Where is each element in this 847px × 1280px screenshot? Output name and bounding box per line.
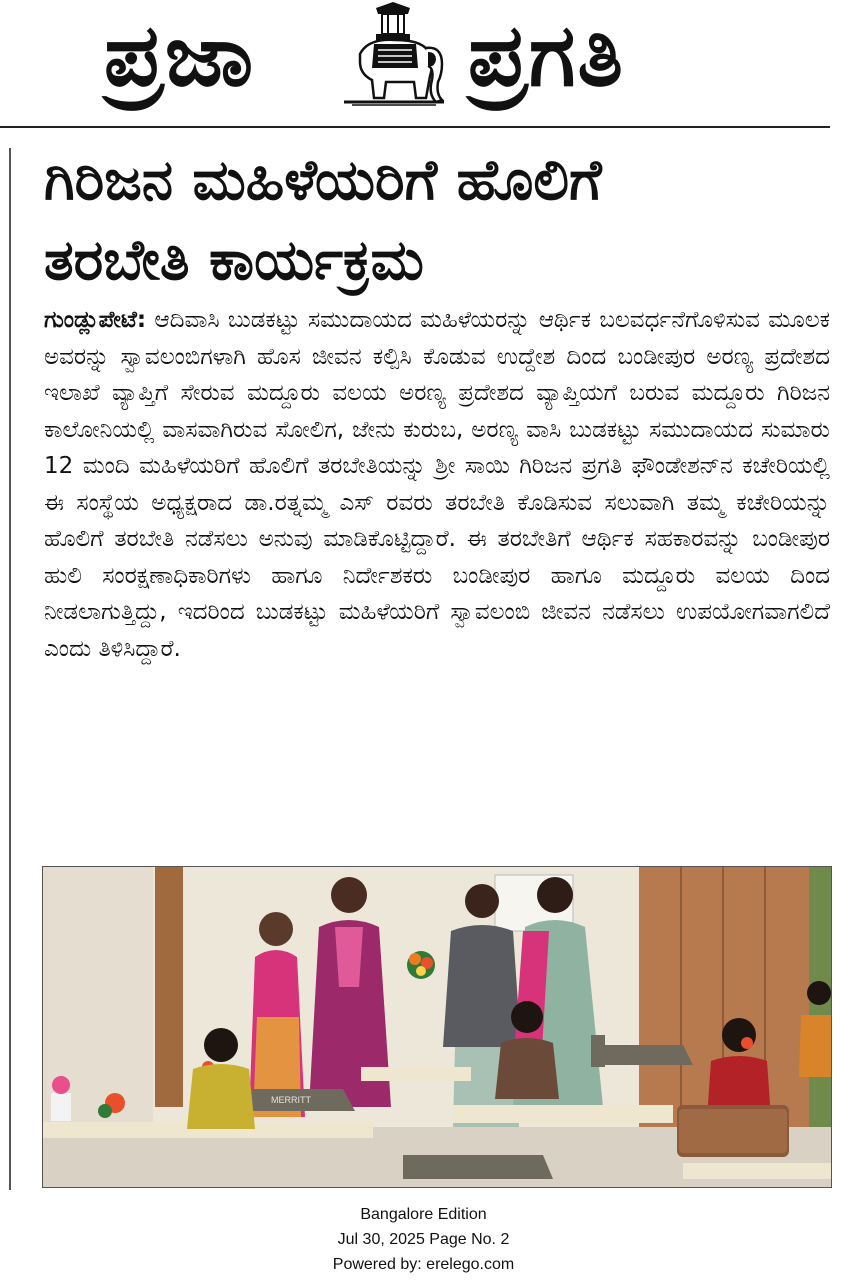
- column-rule: [9, 148, 11, 1190]
- article-photo: [42, 866, 832, 1188]
- edition-label: Bangalore Edition: [360, 1206, 487, 1223]
- masthead-title-left: ಪ್ರಜಾ: [104, 6, 256, 106]
- headline-line-1: ಗಿರಿಜನ ಮಹಿಳೆಯರಿಗೆ ಹೊಲಿಗೆ: [44, 148, 602, 213]
- elephant-ambari-icon: [338, 2, 448, 106]
- article-dateline: ಗುಂಡ್ಲುಪೇಟೆ:: [44, 307, 147, 333]
- powered-by-label: Powered by: erelego.com: [332, 1256, 515, 1273]
- article-text: ಆದಿವಾಸಿ ಬುಡಕಟ್ಟು ಸಮುದಾಯದ ಮಹಿಳೆಯರನ್ನು ಆರ್ಥಿಕ ಬಲವರ್ಧನೆಗೊಳಿಸುವ ಮೂಲಕ ಅವರನ್ನು ಸ್ವಾವಲಂಬಿಗಳಾಗಿ ಹೊಸ ಜೀವನ ಕಲ್ಪಿಸಿ ಕೊಡುವ ಉದ್ದೇಶ ದಿಂದ ಬಂಡೀಪುರ ಅರಣ್ಯ ಪ್ರದೇಶದ ಇಲಾಖೆ ವ್ಯಾಪ್ತಿಗೆ ಸೇರುವ ಮದ್ದೂರು ವಲಯ ಅರಣ್ಯ ಪ್ರದೇಶದ ವ್ಯಾಪ್ತಿಯಗೆ ಬರುವ ಮದ್ದೂರು ಗಿರಿಜನ ಕಾಲೋನಿಯಲ್ಲಿ ವಾಸವಾಗಿರುವ ಸೋಲಿಗ, ಜೇನು ಕುರುಬ, ಅರಣ್ಯ ವಾಸಿ ಬುಡಕಟ್ಟು ಸಮುದಾಯದ ಸುಮಾರು 12 ಮಂದಿ ಮಹಿಳೆಯರಿಗೆ ಹೊಲಿಗೆ ತರಬೇತಿಯನ್ನು ಶ್ರೀ ಸಾಯಿ ಗಿರಿಜನ ಪ್ರಗತಿ ಫೌಂಡೇಶನ್‌ನ ಕಚೇರಿಯಲ್ಲಿ ಈ ಸಂಸ್ಥೆಯ ಅಧ್ಯಕ್ಷರಾದ ಡಾ.ರತ್ನಮ್ಮ ಎಸ್ ರವರು ತರಬೇತಿ ಕೊಡಿಸುವ ಸಲುವಾಗಿ ತಮ್ಮ ಕಚೇರಿಯನ್ನು ಹೊಲಿಗೆ ತರಬೇತಿ ನಡೆಸಲು ಅನುವು ಮಾಡಿಕೊಟ್ಟಿದ್ದಾರೆ. ಈ ತರಬೇತಿಗೆ ಆರ್ಥಿಕ ಸಹಕಾರವನ್ನು ಬಂಡೀಪುರ ಹುಲಿ ಸಂರಕ್ಷಣಾಧಿಕಾರಿಗಳು ಹಾಗೂ ನಿರ್ದೇಶಕರು ಬಂಡೀಪುರ ಹಾಗೂ ಮದ್ದೂರು ವಲಯ ದಿಂದ ನೀಡಲಾಗುತ್ತಿದ್ದು, ಇದರಿಂದ ಬುಡಕಟ್ಟು ಮಹಿಳೆಯರಿಗೆ ಸ್ವಾವಲಂಬಿ ಜೀವನ ನಡೆಸಲು ಉಪಯೋಗವಾಗಲಿದೆ ಎಂದು ತಿಳಿಸಿದ್ದಾರೆ.: [44, 307, 830, 662]
- edition-footer: [0, 1202, 847, 1277]
- masthead-title-right: ಪ್ರಗತಿ: [468, 6, 626, 106]
- masthead-divider: [0, 126, 830, 128]
- headline-line-2: ತರಬೇತಿ ಕಾರ್ಯಕ್ರಮ: [44, 228, 424, 293]
- photo-machine-brand: MERRITT: [271, 1095, 311, 1105]
- article-body: [44, 302, 830, 860]
- date-page-label: Jul 30, 2025 Page No. 2: [337, 1231, 510, 1248]
- masthead: [0, 0, 847, 112]
